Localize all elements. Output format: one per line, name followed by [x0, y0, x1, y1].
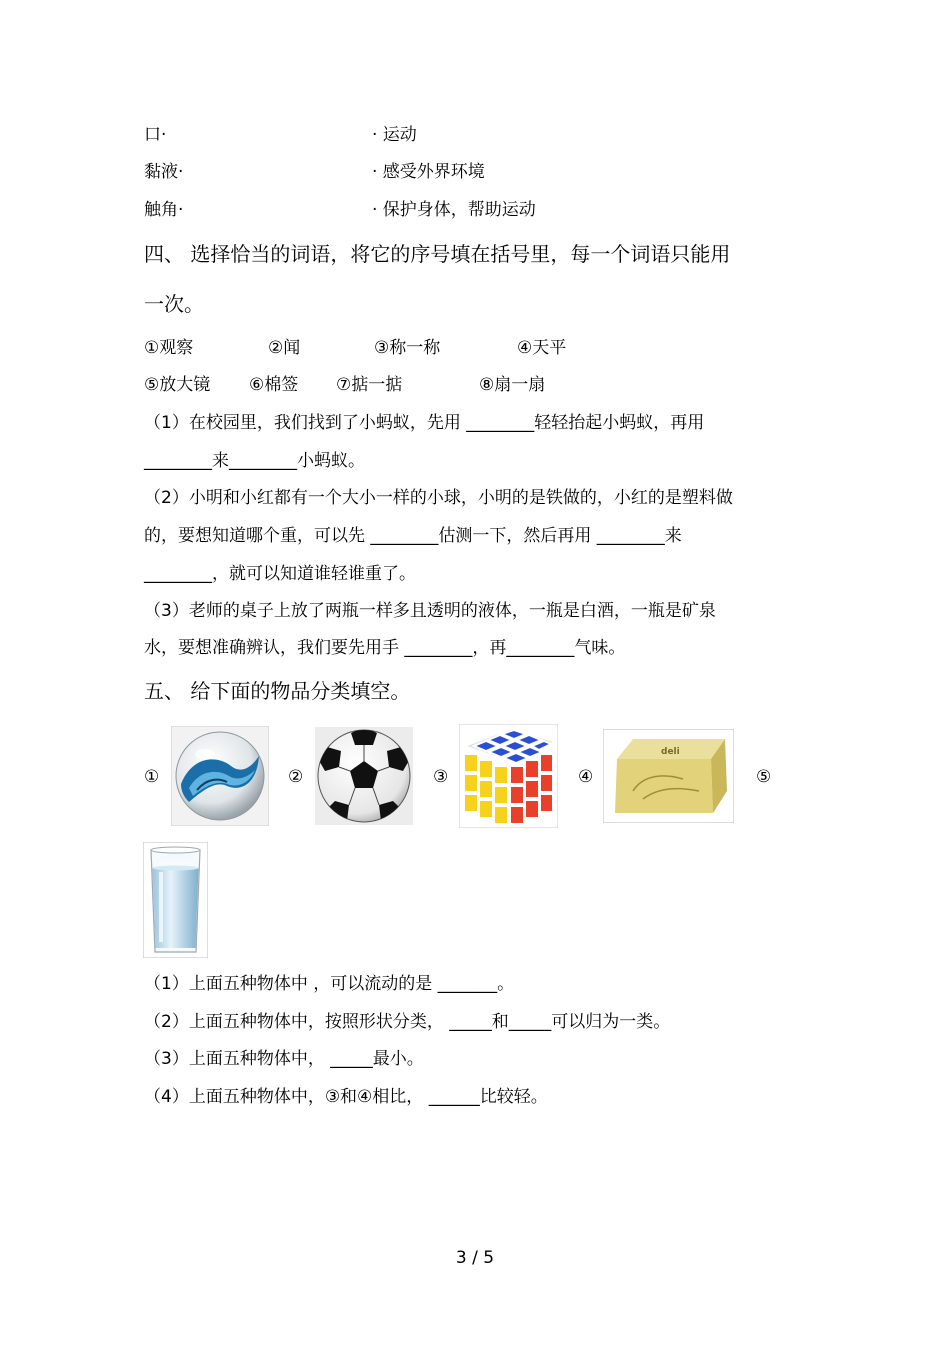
- s5-q1: （1）上面五种物体中 ，可以流动的是 _______。: [144, 974, 515, 994]
- match-left-1: 口·: [144, 125, 167, 145]
- q1-line2: ________来________小蚂蚁。: [144, 451, 365, 471]
- football-image: [315, 727, 413, 825]
- option-4: ④天平: [517, 338, 567, 358]
- marker-2: ②: [288, 767, 304, 787]
- option-8: ⑧扇一扇: [479, 375, 546, 395]
- q2-line1: （2）小明和小红都有一个大小一样的小球，小明的是铁做的，小红的是塑料做: [144, 488, 733, 508]
- option-1: ①观察: [144, 338, 194, 358]
- s5-q2: （2）上面五种物体中，按照形状分类， _____和_____可以归为一类。: [144, 1012, 671, 1032]
- water-glass-image: [143, 842, 208, 958]
- q2-line3: ________，就可以知道谁轻谁重了。: [144, 564, 416, 584]
- q3-line2: 水，要想准确辨认，我们要先用手 ________，再________气味。: [144, 638, 626, 658]
- section5-heading: 五、 给下面的物品分类填空。: [144, 679, 411, 703]
- match-left-3: 触角·: [144, 200, 184, 220]
- match-left-2: 黏液·: [144, 162, 184, 182]
- section4-heading-cont: 一次。: [144, 292, 204, 316]
- eraser-image: [603, 729, 734, 823]
- page-number: 3 / 5: [455, 1248, 495, 1268]
- marble-image: [171, 726, 269, 826]
- option-5: ⑤放大镜: [144, 375, 211, 395]
- s5-q3: （3）上面五种物体中， _____最小。: [144, 1049, 424, 1069]
- marker-4: ④: [578, 767, 594, 787]
- option-7: ⑦掂一掂: [336, 375, 403, 395]
- q1-line1: （1）在校园里，我们找到了小蚂蚁，先用 ________轻轻抬起小蚂蚁，再用: [144, 413, 705, 433]
- eraser-brand: deli: [661, 747, 680, 757]
- option-6: ⑥棉签: [249, 375, 299, 395]
- marker-3: ③: [433, 767, 449, 787]
- option-2: ②闻: [268, 338, 301, 358]
- section4-heading: 四、 选择恰当的词语，将它的序号填在括号里，每一个词语只能用: [144, 242, 731, 266]
- match-right-3: · 保护身体，帮助运动: [372, 200, 536, 220]
- q3-line1: （3）老师的桌子上放了两瓶一样多且透明的液体，一瓶是白酒，一瓶是矿泉: [144, 601, 716, 621]
- option-3: ③称一称: [374, 338, 441, 358]
- s5-q4: （4）上面五种物体中，③和④相比， ______比较轻。: [144, 1087, 548, 1107]
- q2-line2: 的，要想知道哪个重，可以先 ________估测一下，然后再用 ________来: [144, 526, 682, 546]
- match-right-2: · 感受外界环境: [372, 162, 485, 182]
- marker-1: ①: [144, 767, 160, 787]
- marker-5: ⑤: [756, 767, 772, 787]
- rubiks-cube-image: [459, 724, 558, 828]
- match-right-1: · 运动: [372, 125, 417, 145]
